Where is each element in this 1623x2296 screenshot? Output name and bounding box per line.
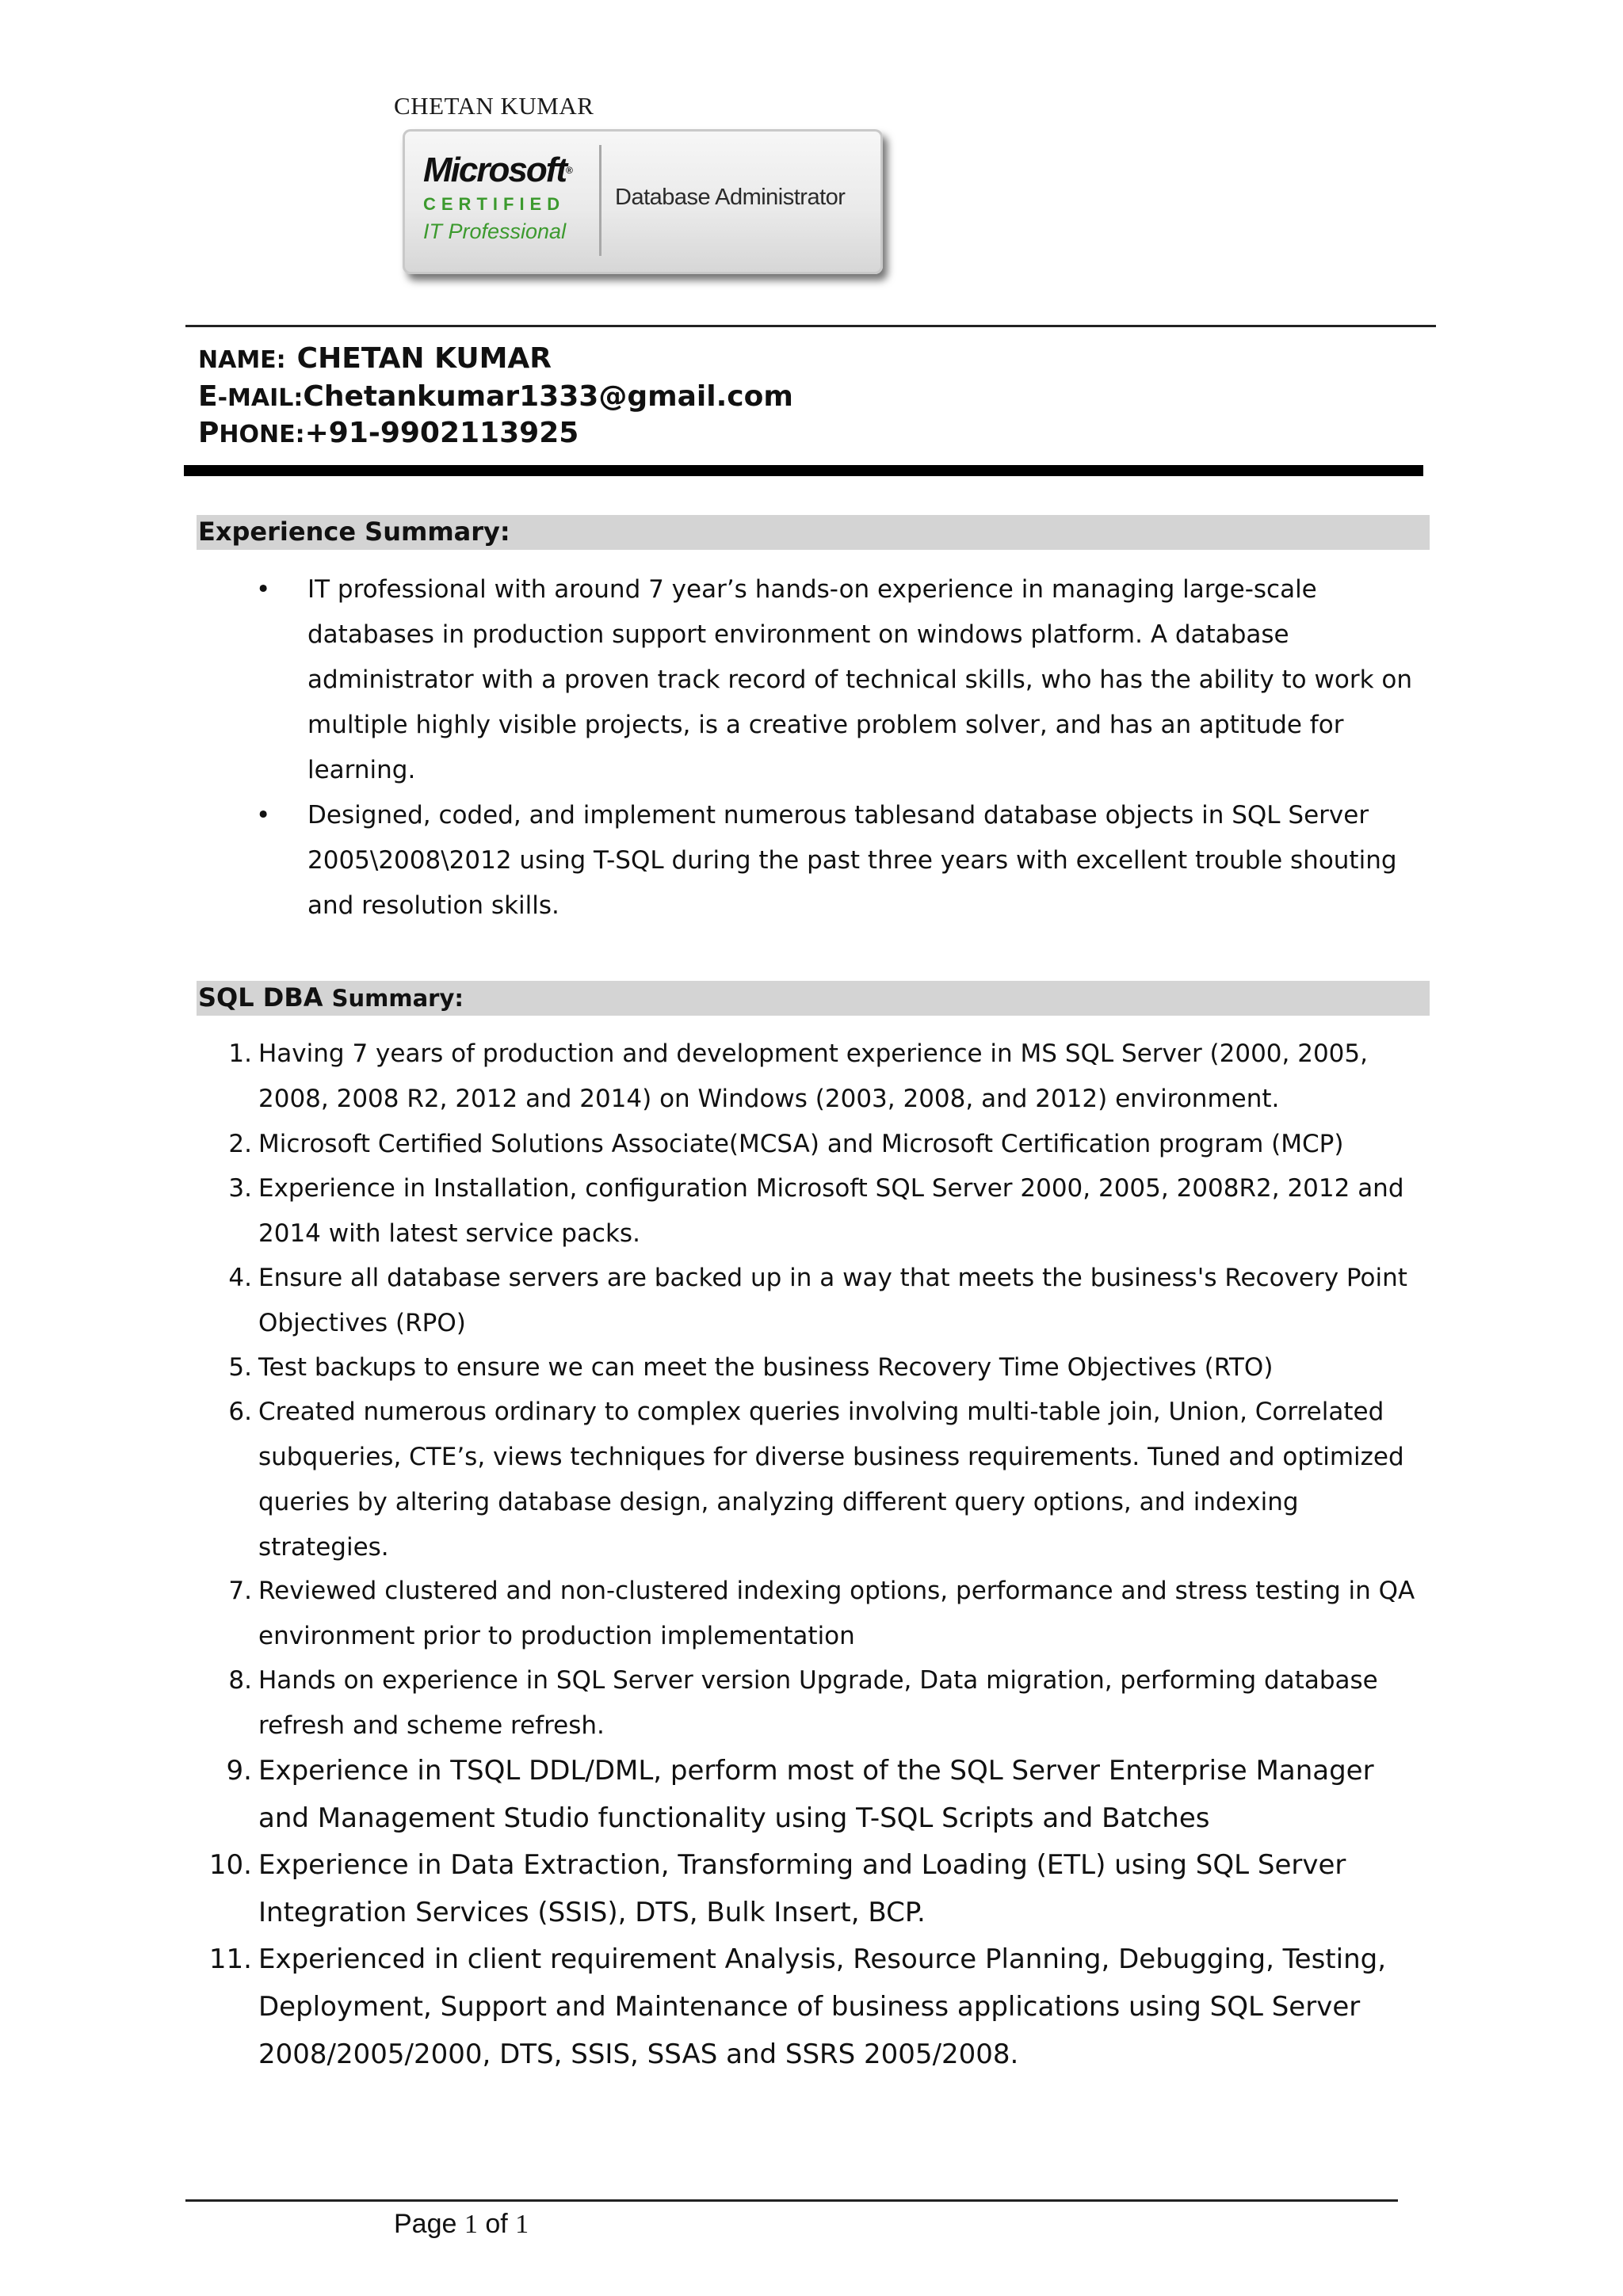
phone-label-initial: P xyxy=(198,417,220,449)
contact-email-line xyxy=(198,380,793,413)
contact-phone-line xyxy=(198,417,579,449)
section-title: SQL DBA Summary: xyxy=(198,982,464,1013)
item-number: 5. xyxy=(228,1353,252,1382)
badge-role-label: Database Administrator xyxy=(615,185,846,210)
item-number: 2. xyxy=(228,1130,252,1158)
sql-summary-item xyxy=(208,1841,1433,1936)
name-label: NAME: xyxy=(198,346,286,374)
item-text: Test backups to ensure we can meet the business Recovery Time Objectives (RTO) xyxy=(258,1353,1274,1382)
item-text: Hands on experience in SQL Server version Upgrade, Data migration, performing database refresh and scheme refresh. xyxy=(258,1666,1378,1740)
sql-summary-item xyxy=(228,1122,1433,1167)
item-text: Experience in Installation, configuration Microsoft SQL Server 2000, 2005, 2008R2, 2012 and 2014 with latest service packs. xyxy=(258,1174,1404,1248)
item-number: 10. xyxy=(208,1849,252,1881)
name-value: CHETAN KUMAR xyxy=(296,342,552,375)
header-rule xyxy=(185,325,1436,327)
item-number: 1. xyxy=(228,1039,252,1068)
sql-summary-item xyxy=(226,1747,1433,1842)
bullet-icon: • xyxy=(256,801,271,830)
experience-summary-header xyxy=(197,515,1430,550)
bullet-text: IT professional with around 7 year’s hands-on experience in managing large-scale databases in production support environment on windows platform. A database administrator with a proven track record of technical skills, who has the ability to work on multiple highly visible projects, is a creative problem solver, and has an aptitude for learning. xyxy=(307,575,1412,784)
email-label: -MAIL: xyxy=(217,384,304,412)
item-number: 11. xyxy=(208,1943,252,1975)
item-text: Having 7 years of production and development experience in MS SQL Server (2000, 2005, 2008, 2008 R2, 2012 and 2014) on Windows (2003, 2008, and 2012) environment. xyxy=(258,1039,1368,1113)
certified-label: CERTIFIED xyxy=(423,194,566,214)
email-label-initial: E xyxy=(198,380,218,413)
item-number: 7. xyxy=(228,1577,252,1605)
item-number: 9. xyxy=(226,1755,252,1787)
item-number: 6. xyxy=(228,1398,252,1426)
contact-divider-rule xyxy=(184,465,1423,476)
bullet-text: Designed, coded, and implement numerous tablesand database objects in SQL Server 2005\2008\2012 using T-SQL during the past three years with excellent trouble shouting and resolution skills. xyxy=(307,801,1397,920)
item-text: Experienced in client requirement Analysis, Resource Planning, Debugging, Testing, Deployment, Support and Maintenance of business applications using SQL Server 2008/2005/2000, DTS, SSIS, SSAS and SSRS 2005/2008. xyxy=(258,1943,1387,2070)
item-text: Microsoft Certified Solutions Associate(MCSA) and Microsoft Certification program (MCP) xyxy=(258,1130,1344,1158)
sql-dba-summary-header xyxy=(197,981,1430,1016)
experience-bullet-item xyxy=(256,567,1433,793)
section-title: Experience Summary: xyxy=(198,517,510,547)
item-text: Experience in TSQL DDL/DML, perform most of the SQL Server Enterprise Manager and Management Studio functionality using T-SQL Scripts and Batches xyxy=(258,1755,1374,1834)
sql-summary-item xyxy=(228,1390,1433,1570)
sql-summary-item xyxy=(208,1936,1433,2078)
it-professional-label: IT Professional xyxy=(423,219,567,243)
phone-value: +91-9902113925 xyxy=(304,417,579,449)
page-number: Page 1 of 1 xyxy=(394,2209,529,2239)
item-text: Reviewed clustered and non-clustered indexing options, performance and stress testing in QA environment prior to production implementation xyxy=(258,1577,1415,1650)
item-number: 8. xyxy=(228,1666,252,1695)
item-text: Ensure all database servers are backed up in a way that meets the business's Recovery Point Objectives (RPO) xyxy=(258,1264,1407,1337)
sql-summary-item xyxy=(228,1032,1433,1122)
item-number: 3. xyxy=(228,1174,252,1203)
badge-brand-block xyxy=(423,153,582,243)
item-text: Created numerous ordinary to complex queries involving multi-table join, Union, Correlated subqueries, CTE’s, views techniques for diverse business requirements. Tuned and optimized queries by altering database design, analyzing different query options, and indexing strategies. xyxy=(258,1398,1404,1562)
experience-bullet-item xyxy=(256,793,1433,929)
running-header-name: CHETAN KUMAR xyxy=(394,92,594,120)
microsoft-certified-badge-logo xyxy=(403,129,883,274)
footer-rule xyxy=(185,2199,1398,2202)
sql-summary-item xyxy=(228,1345,1433,1390)
sql-summary-item xyxy=(228,1658,1433,1749)
contact-name-line xyxy=(198,342,552,375)
badge-divider xyxy=(599,145,601,256)
item-text: Experience in Data Extraction, Transforming and Loading (ETL) using SQL Server Integration Services (SSIS), DTS, Bulk Insert, BCP. xyxy=(258,1849,1346,1928)
bullet-icon: • xyxy=(256,575,271,604)
sql-summary-item xyxy=(228,1256,1433,1346)
item-number: 4. xyxy=(228,1264,252,1292)
phone-label: HONE: xyxy=(219,421,305,448)
microsoft-logo-text: Microsoft® xyxy=(423,151,571,189)
sql-summary-item xyxy=(228,1166,1433,1257)
sql-summary-item xyxy=(228,1569,1433,1659)
email-value: Chetankumar1333@gmail.com xyxy=(303,380,793,413)
